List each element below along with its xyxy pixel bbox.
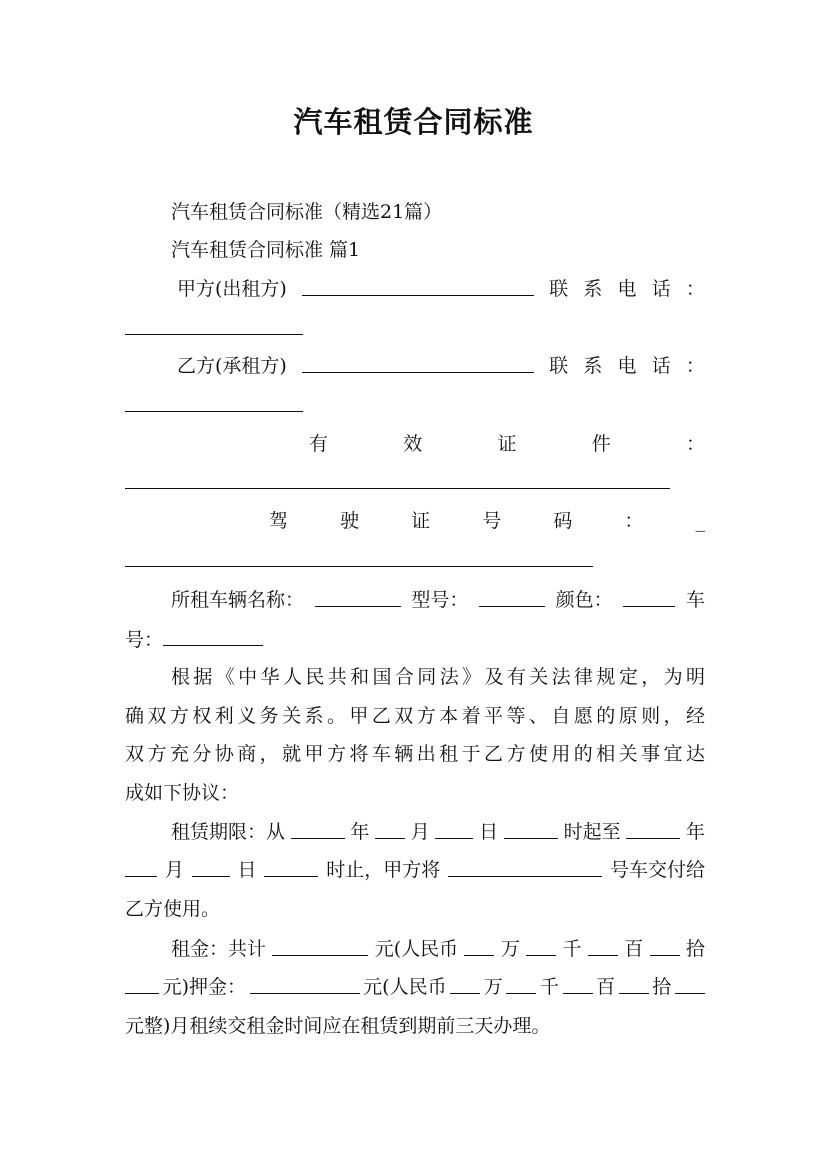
document-line — [125, 973, 705, 1001]
text-segment: 拾 — [685, 938, 705, 960]
document-line — [125, 856, 705, 884]
blank-underline — [125, 468, 670, 489]
document-line: 根据《中华人民共和国合同法》及有关法律规定，为明 — [171, 666, 705, 688]
blank-underline — [623, 586, 675, 607]
document-line — [309, 430, 705, 458]
text-segment: 驾 — [269, 510, 289, 532]
text-segment: _ — [695, 510, 705, 532]
text-segment: 甲方(出租方) — [177, 278, 287, 300]
text-segment: ： — [685, 355, 705, 377]
document-line — [269, 507, 705, 535]
document-line — [177, 275, 705, 303]
blank-underline — [302, 275, 534, 296]
document-line: 汽车租赁合同标准（精选21篇） — [171, 201, 443, 223]
text-segment: 时起至 — [563, 821, 621, 843]
text-segment: 千 — [539, 976, 559, 998]
text-segment: 号： — [125, 629, 164, 651]
blank-underline — [125, 973, 159, 994]
text-segment: ： — [685, 278, 705, 300]
blank-underline — [504, 818, 558, 839]
blank-underline — [448, 856, 602, 877]
text-segment: 日 — [479, 821, 499, 843]
text-segment: 元)押金： — [162, 976, 246, 998]
text-segment: 百 — [624, 938, 644, 960]
text-segment: 证 — [497, 433, 517, 455]
document-line: 乙方使用。 — [125, 898, 221, 920]
blank-underline — [650, 935, 680, 956]
blank-underline — [125, 314, 303, 335]
text-segment: 时止，甲方将 — [326, 859, 441, 881]
blank-underline — [588, 935, 618, 956]
blank-underline — [125, 391, 303, 412]
blank-underline — [264, 856, 318, 877]
text-segment: 号 — [482, 510, 502, 532]
text-segment: 型号： — [411, 589, 469, 611]
document-line — [125, 314, 705, 343]
text-segment: 颜色： — [555, 589, 613, 611]
document-line — [125, 391, 705, 420]
text-segment: 租赁期限：从 — [171, 821, 286, 843]
text-segment: 年 — [685, 821, 705, 843]
document-line — [171, 818, 705, 846]
text-segment: 所租车辆名称： — [171, 589, 305, 611]
text-segment: 年 — [350, 821, 370, 843]
text-segment: 电 — [617, 355, 637, 377]
blank-underline — [375, 818, 405, 839]
document-line: 汽车租赁合同标准 篇1 — [171, 239, 361, 261]
text-segment: 效 — [403, 433, 423, 455]
text-segment: 日 — [237, 859, 257, 881]
text-segment: 乙方(承租方) — [177, 355, 287, 377]
text-segment: ： — [624, 510, 644, 532]
text-segment: 百 — [596, 976, 616, 998]
text-segment: 码 — [553, 510, 573, 532]
blank-underline — [302, 352, 534, 373]
text-segment: 元(人民币 — [363, 976, 447, 998]
text-segment: 元(人民币 — [374, 938, 459, 960]
text-segment: 系 — [583, 278, 603, 300]
document-line: 双方充分协商，就甲方将车辆出租于乙方使用的相关事宜达 — [125, 743, 705, 765]
text-segment: 话 — [651, 278, 671, 300]
blank-underline — [125, 546, 593, 567]
blank-underline — [450, 973, 480, 994]
blank-underline — [272, 935, 368, 956]
blank-underline — [163, 625, 263, 646]
blank-underline — [435, 818, 473, 839]
text-segment: 有 — [309, 433, 329, 455]
blank-underline — [464, 935, 494, 956]
document-title: 汽车租赁合同标准 — [293, 105, 534, 139]
document-line — [125, 546, 705, 575]
text-segment: 月 — [164, 859, 184, 881]
document-line — [171, 935, 705, 963]
text-segment: 系 — [583, 355, 603, 377]
text-segment: ： — [685, 433, 705, 455]
blank-underline — [506, 973, 536, 994]
text-segment: 万 — [483, 976, 503, 998]
document-line — [125, 468, 705, 497]
document-line — [125, 625, 705, 654]
text-segment: 号车交付给 — [609, 859, 705, 881]
text-segment: 驶 — [340, 510, 360, 532]
text-segment: 租金：共计 — [171, 938, 267, 960]
text-segment: 千 — [562, 938, 582, 960]
text-segment: 件 — [591, 433, 611, 455]
blank-underline — [315, 586, 401, 607]
text-segment: 万 — [500, 938, 520, 960]
document-line: 确双方权利义务关系。甲乙双方本着平等、自愿的原则，经 — [125, 705, 705, 727]
blank-underline — [479, 586, 545, 607]
text-segment: 联 — [549, 278, 569, 300]
text-segment: 车 — [685, 589, 705, 611]
text-segment: 证 — [411, 510, 431, 532]
document-line — [177, 352, 705, 380]
blank-underline — [626, 818, 680, 839]
blank-underline — [125, 856, 157, 877]
text-segment: 月 — [410, 821, 430, 843]
blank-underline — [563, 973, 593, 994]
document-line: 成如下协议： — [125, 782, 240, 804]
blank-underline — [675, 973, 705, 994]
text-segment: 话 — [651, 355, 671, 377]
document-line — [171, 586, 705, 614]
blank-underline — [291, 818, 345, 839]
blank-underline — [619, 973, 649, 994]
document-line: 元整)月租续交租金时间应在租赁到期前三天办理。 — [125, 1015, 551, 1037]
text-segment: 电 — [617, 278, 637, 300]
blank-underline — [250, 973, 360, 994]
text-segment: 联 — [549, 355, 569, 377]
blank-underline — [192, 856, 230, 877]
text-segment: 拾 — [652, 976, 672, 998]
blank-underline — [526, 935, 556, 956]
